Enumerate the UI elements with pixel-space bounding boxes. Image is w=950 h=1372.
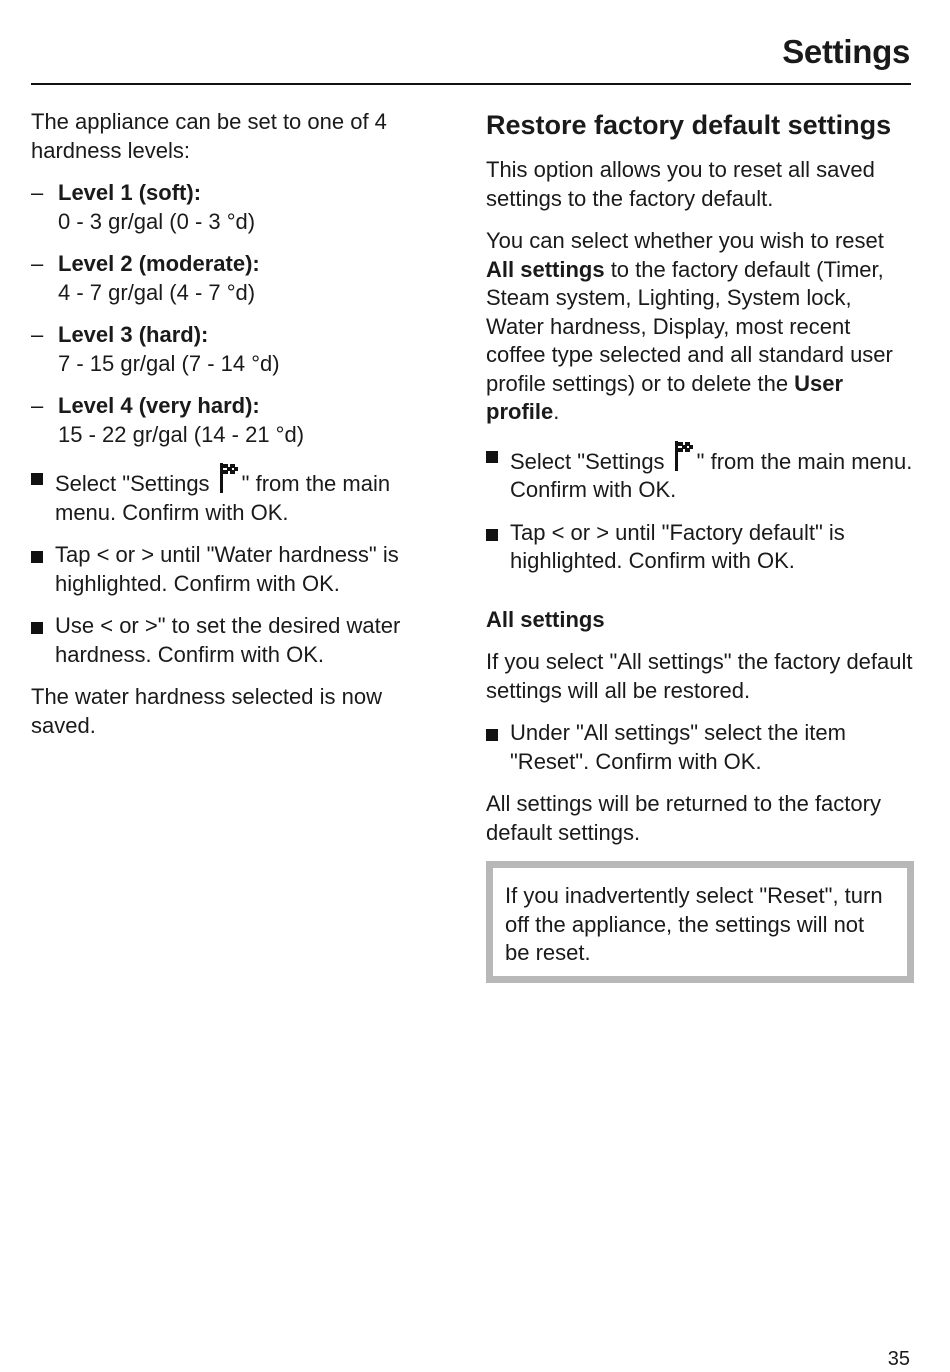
level-range: 15 - 22 gr/gal (14 - 21 °d) (58, 421, 305, 447)
bold-term: User profile (486, 370, 844, 424)
dash-marker: – (31, 180, 44, 205)
level-item (31, 321, 441, 378)
note-text: If you inadvertently select "Reset", turn off the appliance, the settings will not be reset. (505, 883, 883, 965)
text-run: . (553, 399, 560, 424)
level-item (31, 392, 441, 449)
settings-flag-icon (220, 463, 240, 493)
step-text: Tap < or > until "Water hardness" is highlighted. Confirm with OK. (55, 542, 399, 596)
level-title: Level 2 (moderate): (58, 251, 260, 276)
level-item (31, 179, 441, 236)
left-column (31, 108, 441, 754)
square-bullet-icon (486, 451, 498, 463)
instruction-step (31, 463, 441, 527)
level-title: Level 4 (very hard): (58, 393, 260, 418)
dash-marker: – (31, 322, 44, 347)
section-title: Restore factory default settings (486, 110, 892, 140)
paragraph: All settings will be returned to the factory default settings. (486, 791, 881, 845)
step-text: Tap < or > until "Factory default" is highlighted. Confirm with OK. (510, 519, 845, 573)
step-text-start: Select "Settings (55, 471, 216, 496)
step-text-start: Select "Settings (510, 448, 671, 474)
page-number: 35 (887, 1348, 910, 1370)
square-bullet-icon (486, 729, 498, 741)
step-text-end: " from the main menu. Confirm with OK. (55, 471, 391, 525)
header-divider (31, 83, 911, 85)
hardness-outro: The water hardness selected is now saved. (31, 684, 382, 738)
instruction-step (486, 519, 914, 576)
instruction-step (31, 541, 441, 598)
step-text: Under "All settings" select the item "Reset". Confirm with OK. (510, 720, 846, 774)
paragraph: If you select "All settings" the factory default settings will all be restored. (486, 649, 913, 703)
square-bullet-icon (31, 473, 43, 485)
level-range: 7 - 15 gr/gal (7 - 14 °d) (58, 350, 280, 376)
square-bullet-icon (486, 529, 498, 541)
square-bullet-icon (31, 551, 43, 563)
level-item (31, 250, 441, 307)
instruction-step (486, 441, 914, 505)
square-bullet-icon (31, 622, 43, 634)
level-title: Level 1 (soft): (58, 180, 202, 205)
text-run: You can select whether you wish to reset (486, 228, 884, 253)
level-range: 4 - 7 gr/gal (4 - 7 °d) (58, 279, 256, 305)
step-text-end: " from the main menu. Confirm with OK. (510, 448, 913, 502)
dash-marker: – (31, 393, 44, 418)
settings-flag-icon (675, 441, 695, 471)
paragraph (486, 227, 914, 427)
right-column (486, 108, 914, 983)
bold-term: All settings (486, 256, 605, 282)
note-box (486, 861, 914, 983)
paragraph: This option allows you to reset all saved settings to the factory default. (486, 157, 875, 211)
text-run: to the factory default (Timer, Steam system, Lighting, System lock, Water hardness, Display, most recent coffee type selected and all standard user profile settings) or to delete the (486, 256, 893, 396)
level-title: Level 3 (hard): (58, 322, 209, 347)
instruction-step (31, 612, 441, 669)
hardness-intro: The appliance can be set to one of 4 hardness levels: (31, 109, 387, 163)
subsection-title: All settings (486, 606, 605, 632)
page-title: Settings (782, 33, 910, 70)
level-range: 0 - 3 gr/gal (0 - 3 °d) (58, 208, 256, 234)
dash-marker: – (31, 251, 44, 276)
instruction-step (486, 719, 914, 776)
step-text: Use < or >" to set the desired water hardness. Confirm with OK. (55, 613, 401, 667)
